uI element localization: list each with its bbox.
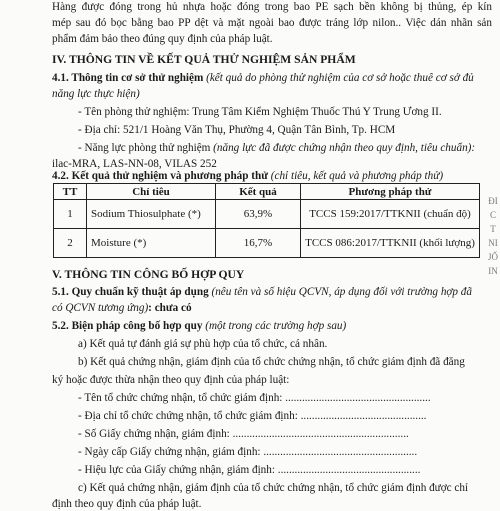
row-2-result: 16,7% — [216, 229, 301, 258]
row-1-indicator: Sodium Thiosulphate (*) — [87, 200, 216, 229]
row-1-index: 1 — [54, 200, 87, 229]
subsection-5-2-label: 5.2. Biện pháp công bố hợp quy — [52, 320, 203, 332]
row-1-method: TCCS 159:2017/TTKNII (chuẩn độ) — [301, 200, 480, 229]
field-issue-date: - Ngày cấp Giấy chứng nhận, giám định: ....................................................... — [78, 446, 418, 458]
option-b-line-1: b) Kết quả chứng nhận, giám định của tổ chức chứng nhận, tổ chức giám định đã đăng — [78, 356, 465, 368]
column-header-result: Kết quả — [216, 184, 301, 200]
option-c-line-1: c) Kết quả chứng nhận, giám định của tổ chức chứng nhận, tổ chức giám định được chỉ — [78, 482, 469, 494]
column-header-tt: TT — [54, 184, 87, 200]
table-row — [54, 229, 480, 258]
column-header-method: Phương pháp thử — [301, 184, 480, 200]
row-2-index: 2 — [54, 229, 87, 258]
intro-line-2: mép sau đó bọc bằng bao PP dệt và mặt ngoài bao được tráng lớp nilon.. Việc dán nhãn sản — [52, 17, 492, 29]
margin-mark: JỐ — [487, 252, 498, 262]
subsection-5-1-cont — [52, 301, 492, 315]
table-header-row — [54, 184, 480, 200]
lab-address: - Địa chỉ: 521/1 Hoàng Văn Thụ, Phường 4, Quận Tân Bình, Tp. HCM — [78, 124, 396, 136]
margin-mark: T — [490, 224, 496, 234]
row-2-indicator: Moisture (*) — [87, 229, 216, 258]
option-b-line-2: ký hoặc được thừa nhận theo quy định của pháp luật: — [52, 374, 290, 386]
subsection-5-1-heading — [52, 285, 492, 299]
margin-mark: C — [489, 210, 496, 220]
section-5-title: V. THÔNG TIN CÔNG BỐ HỢP QUY — [52, 268, 245, 281]
margin-mark: ĐI — [488, 196, 498, 206]
subsection-5-1-label: 5.1. Quy chuẩn kỹ thuật áp dụng — [52, 286, 209, 298]
field-validity: - Hiệu lực của Giấy chứng nhận, giám định: ................................................... — [78, 464, 421, 476]
field-org-address: - Địa chỉ tổ chức chứng nhận, tổ chức giám định: ............................................. — [78, 410, 427, 422]
lab-capacity-value: ilac-MRA, LAS-NN-08, VILAS 252 — [52, 158, 217, 170]
row-2-method: TCCS 086:2017/TTKNII (khối lượng) — [301, 229, 480, 258]
subsection-4-2-label: 4.2. Kết quả thử nghiệm và phương pháp thử — [52, 170, 268, 182]
margin-mark: IN — [488, 266, 498, 276]
option-c-line-2: định theo quy định của pháp luật. — [52, 498, 202, 510]
option-a: a) Kết quả tự đánh giá sự phù hợp của tổ chức, cá nhân. — [78, 338, 328, 350]
table-row — [54, 200, 480, 229]
subsection-4-1-note-cont: năng lực thực hiện) — [52, 88, 140, 100]
subsection-5-1-note-cont: có QCVN tương ứng) — [52, 302, 149, 314]
margin-mark: NI — [488, 238, 498, 248]
lab-capacity — [78, 141, 500, 155]
column-header-indicator: Chỉ tiêu — [87, 184, 216, 200]
subsection-4-1-label: 4.1. Thông tin cơ sở thử nghiệm — [52, 72, 204, 84]
subsection-4-1-note: (kết quả do phòng thử nghiệm của cơ sở hoặc thuê cơ sở đủ — [206, 72, 474, 84]
subsection-5-2-heading — [52, 319, 492, 333]
lab-name: - Tên phòng thử nghiệm: Trung Tâm Kiểm Nghiệm Thuốc Thú Y Trung Ương II. — [78, 106, 442, 118]
row-1-result: 63,9% — [216, 200, 301, 229]
results-table — [53, 183, 480, 258]
subsection-4-1-heading — [52, 71, 492, 85]
field-org-name: - Tên tổ chức chứng nhận, tổ chức giám định: .................................................... — [78, 392, 431, 404]
intro-line-1: Hàng được đóng trong hủ nhựa hoặc đóng trong bao PE sạch bền không bị thủng, ép kín — [52, 1, 492, 13]
subsection-4-2-heading — [52, 169, 492, 183]
lab-capacity-label: - Năng lực phòng thử nghiệm — [78, 142, 211, 154]
subsection-4-2-note: (chỉ tiêu, kết quả và phương pháp thử) — [270, 170, 444, 182]
intro-line-3: phẩm đảm bảo theo đúng quy định của pháp luật. — [52, 33, 273, 45]
field-cert-number: - Số Giấy chứng nhận, giám định: ............................................................... — [78, 428, 409, 440]
subsection-5-1-note: (nêu tên và số hiệu QCVN, áp dụng đối với trường hợp đã — [211, 286, 472, 298]
section-4-title: IV. THÔNG TIN VỀ KẾT QUẢ THỬ NGHIỆM SẢN PHẨM — [52, 53, 356, 66]
subsection-5-1-value: : chưa có — [148, 302, 192, 314]
lab-capacity-note: (năng lực đã được chứng nhận theo quy định, tiêu chuẩn): — [213, 142, 476, 154]
subsection-5-2-note: (một trong các trường hợp sau) — [205, 320, 347, 332]
